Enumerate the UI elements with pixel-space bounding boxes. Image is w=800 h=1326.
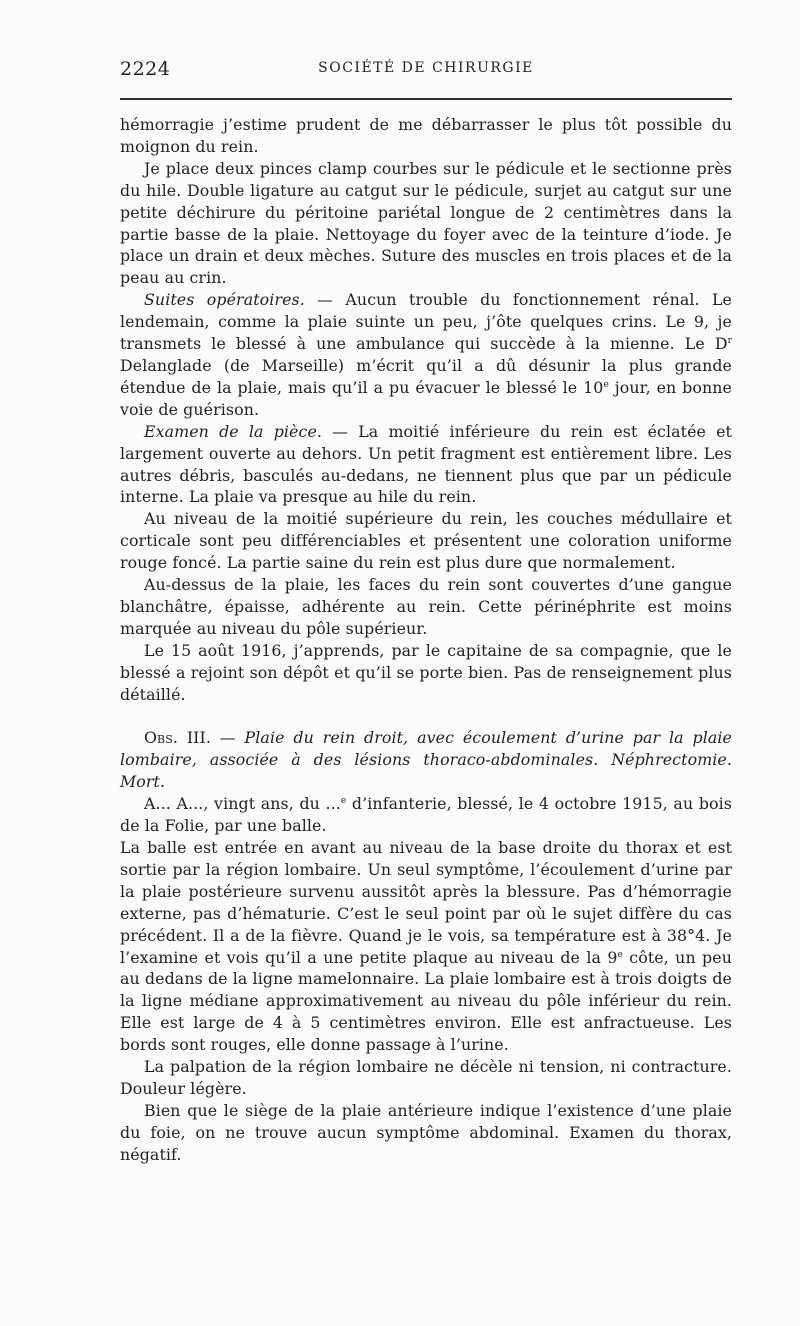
paragraph-conclusion: Bien que le siège de la plaie antérieure indique l’existence d’une plaie du foie, on ne trouve aucun symptôme abdominal. Examen du thorax, négatif. <box>120 1100 732 1164</box>
running-title: SOCIÉTÉ DE CHIRURGIE <box>318 60 534 76</box>
superscript: e <box>617 949 623 960</box>
observation-label: Obs. III. <box>144 728 211 748</box>
section-gap <box>120 705 732 727</box>
text-segment: jour, en bonne voie de guérison. <box>120 377 732 419</box>
paragraph-perinephrite: Au-dessus de la plaie, les faces du rein sont couvertes d’une gangue blanchâtre, épaisse, adhérente au rein. Cette périnéphrite est moins marquée au niveau du pôle supérieur. <box>120 575 732 638</box>
paragraph-wound-description <box>120 837 732 1056</box>
section-lead-suites: Suites opératoires. <box>144 290 305 310</box>
superscript: e <box>340 796 347 807</box>
paragraph-observation-title <box>120 727 732 793</box>
superscript: e <box>603 379 609 390</box>
text-segment: La balle est entrée en avant au niveau de la base droite du thorax et est sortie par la région lombaire. Un seul symptôme, l’écoulement d’urine par la plaie postérieure survenu aussitôt après la blessure. Pas d’hémorragie externe, pas d’hématurie. C’est le seul point par où le sujet diffère du cas précédent. Il a de la fièvre. Quand je le vois, sa température est à 38°4. Je l’examine et vois qu’il a une petite plaque au niveau de la 9 <box>120 838 732 967</box>
page-number: 2224 <box>120 58 171 80</box>
text-segment: Delanglade (de Marseille) m’écrit qu’il a dû désunir la plus grande étendue de la plaie, mais qu’il a pu évacuer le blessé le 10 <box>120 355 732 397</box>
section-lead-examen: Examen de la pièce. <box>144 421 323 441</box>
lead-dash: — <box>304 290 346 310</box>
page <box>120 58 732 1166</box>
header-rule <box>120 98 732 100</box>
text-segment: d’infanterie, blessé, le 4 octobre 1915, au bois de la Folie, par une balle. <box>120 794 732 836</box>
page-header <box>120 58 732 88</box>
paragraph-moitie-superieure: Au niveau de la moitié supérieure du rein, les couches médullaire et corticale sont peu différenciables et présentent une coloration uniforme rouge foncé. La partie saine du rein est plus dure que normalement. <box>120 509 732 573</box>
text-segment: côte, un peu au dedans de la ligne mamelonnaire. La plaie lombaire est à trois doigts de la ligne médiane approximativement au niveau du pôle inférieur du rein. Elle est large de 4 à 5 centimètres environ. Elle est anfractueuse. Les bords sont rouges, elle donne passage à l’urine. <box>120 947 732 1055</box>
observation-title: Plaie du rein droit, avec écoulement d’urine par la plaie lombaire, associée à des lésions thoraco-abdominales. Néphrectomie. Mort. <box>120 728 732 792</box>
paragraph-procedure: Je place deux pinces clamp courbes sur le pédicule et le sectionne près du hile. Double ligature au catgut sur le pédicule, surjet au catgut sur une petite déchirure du péritoine pariétal longue de 2 centimètres dans la partie basse de la plaie. Nettoyage du foyer avec de la teinture d’iode. Je place un drain et deux mèches. Suture des muscles en trois places et de la peau au crin. <box>120 158 732 288</box>
superscript: r <box>727 336 732 347</box>
lead-dash: — <box>210 728 245 748</box>
paragraph-outcome: Le 15 août 1916, j’apprends, par le capitaine de sa compagnie, que le blessé a rejoint son dépôt et qu’il se porte bien. Pas de renseignement plus détaillé. <box>120 640 732 704</box>
body-text <box>120 114 732 1166</box>
paragraph-patient <box>120 793 732 837</box>
paragraph-palpation: La palpation de la région lombaire ne décèle ni tension, ni contracture. Douleur légère. <box>120 1057 732 1098</box>
paragraph-continuation: hémorragie j’estime prudent de me débarrasser le plus tôt possible du moignon du rein. <box>120 115 732 156</box>
paragraph-suites-operatoires <box>120 289 732 420</box>
text-segment: Aucun trouble du fonctionnement rénal. Le lendemain, comme la plaie suinte un peu, j’ôte quelques crins. Le 9, je transmets le blessé à une ambulance qui succède à la mienne. Le D <box>120 290 733 354</box>
text-segment: A... A..., vingt ans, du ... <box>144 794 341 814</box>
lead-dash: — <box>322 421 359 441</box>
text-segment: La moitié inférieure du rein est éclatée et largement ouverte au dehors. Un petit fragment est entièrement libre. Les autres débris, basculés au-dedans, ne tiennent plus que par un pédicule interne. La plaie va presque au hile du rein. <box>120 421 733 507</box>
paragraph-examen-piece <box>120 421 732 509</box>
